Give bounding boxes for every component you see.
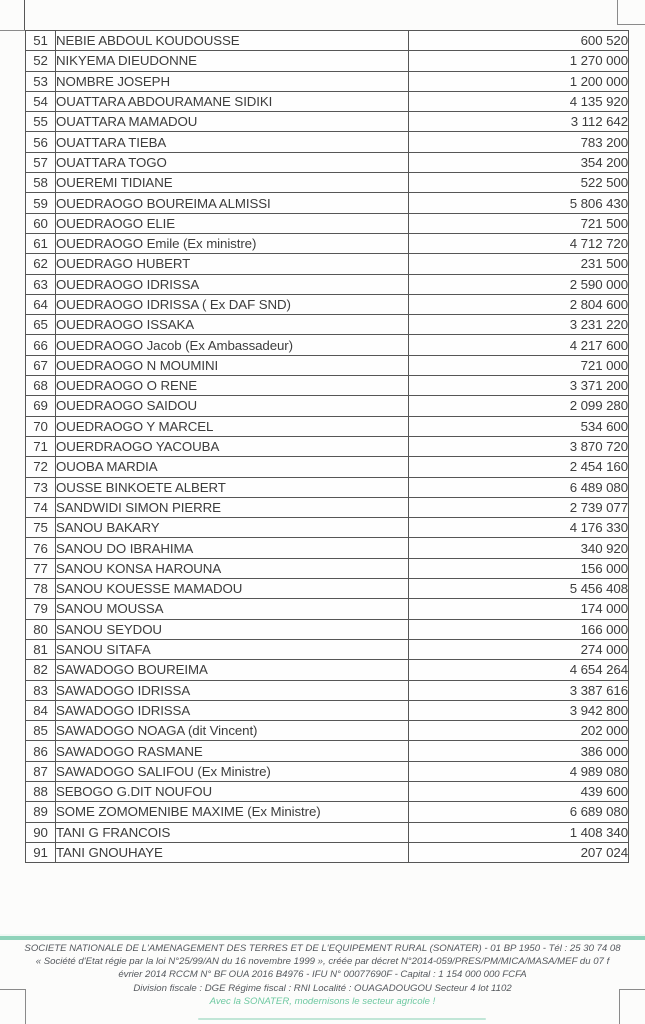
row-name: SANOU DO IBRAHIMA — [56, 538, 409, 558]
row-number: 80 — [26, 619, 56, 639]
table-row — [26, 274, 629, 294]
row-amount: 274 000 — [409, 639, 629, 659]
table-row — [26, 91, 629, 111]
row-amount: 5 806 430 — [409, 193, 629, 213]
row-amount: 2 590 000 — [409, 274, 629, 294]
table-row — [26, 842, 629, 862]
row-amount: 3 942 800 — [409, 700, 629, 720]
row-amount: 174 000 — [409, 599, 629, 619]
table-row — [26, 538, 629, 558]
row-amount: 439 600 — [409, 781, 629, 801]
row-name: SAWADOGO BOUREIMA — [56, 660, 409, 680]
table-row — [26, 497, 629, 517]
row-amount: 4 712 720 — [409, 233, 629, 253]
row-number: 74 — [26, 497, 56, 517]
row-amount: 6 689 080 — [409, 802, 629, 822]
table-row — [26, 518, 629, 538]
row-name: OUEDRAOGO Emile (Ex ministre) — [56, 233, 409, 253]
row-name: SAWADOGO NOAGA (dit Vincent) — [56, 721, 409, 741]
row-name: OUEDRAOGO Jacob (Ex Ambassadeur) — [56, 335, 409, 355]
row-name: SANOU SEYDOU — [56, 619, 409, 639]
table-row — [26, 396, 629, 416]
row-number: 89 — [26, 802, 56, 822]
row-number: 64 — [26, 294, 56, 314]
row-amount: 1 408 340 — [409, 822, 629, 842]
row-amount: 4 989 080 — [409, 761, 629, 781]
footer-accent-rule — [0, 934, 645, 940]
footer-line-2: « Société d'Etat régie par la loi N°25/99/AN du 16 novembre 1999 », créée par décret N°2014-059/PRES/PM/MICA/MASA/MEF du 07 f — [35, 956, 610, 968]
table-row — [26, 802, 629, 822]
table-row — [26, 558, 629, 578]
table-row — [26, 457, 629, 477]
table-row — [26, 436, 629, 456]
row-number: 67 — [26, 355, 56, 375]
row-name: OUEDRAOGO ISSAKA — [56, 315, 409, 335]
table-row — [26, 193, 629, 213]
row-amount: 4 135 920 — [409, 91, 629, 111]
row-name: OUEDRAOGO O RENE — [56, 376, 409, 396]
row-name: SAWADOGO IDRISSA — [56, 700, 409, 720]
row-amount: 202 000 — [409, 721, 629, 741]
row-number: 82 — [26, 660, 56, 680]
footer-line-4: Division fiscale : DGE Régime fiscal : RNI Localité : OUAGADOUGOU Secteur 4 lot 1102 — [133, 982, 512, 994]
row-name: OUEDRAOGO ELIE — [56, 213, 409, 233]
row-amount: 5 456 408 — [409, 579, 629, 599]
row-number: 60 — [26, 213, 56, 233]
row-name: SEBOGO G.DIT NOUFOU — [56, 781, 409, 801]
row-number: 77 — [26, 558, 56, 578]
row-number: 85 — [26, 721, 56, 741]
row-amount: 354 200 — [409, 152, 629, 172]
row-name: OUEREMI TIDIANE — [56, 173, 409, 193]
table-row — [26, 700, 629, 720]
row-number: 57 — [26, 152, 56, 172]
footer-slogan: Avec la SONATER, modernisons le secteur agricole ! — [209, 995, 436, 1007]
row-name: NOMBRE JOSEPH — [56, 71, 409, 91]
row-number: 71 — [26, 436, 56, 456]
row-name: TANI G FRANCOIS — [56, 822, 409, 842]
row-name: SAWADOGO SALIFOU (Ex Ministre) — [56, 761, 409, 781]
top-left-table-edge-mark — [24, 0, 25, 31]
row-number: 59 — [26, 193, 56, 213]
row-name: SANDWIDI SIMON PIERRE — [56, 497, 409, 517]
table-row — [26, 112, 629, 132]
table-row — [26, 132, 629, 152]
row-name: OUEDRAOGO N MOUMINI — [56, 355, 409, 375]
row-amount: 207 024 — [409, 842, 629, 862]
row-amount: 340 920 — [409, 538, 629, 558]
table-row — [26, 721, 629, 741]
table-row — [26, 416, 629, 436]
row-number: 66 — [26, 335, 56, 355]
row-amount: 3 231 220 — [409, 315, 629, 335]
row-number: 63 — [26, 274, 56, 294]
row-name: OUATTARA ABDOURAMANE SIDIKI — [56, 91, 409, 111]
payment-table-body — [26, 31, 629, 863]
row-name: NEBIE ABDOUL KOUDOUSSE — [56, 31, 409, 51]
row-number: 75 — [26, 518, 56, 538]
row-name: OUATTARA MAMADOU — [56, 112, 409, 132]
row-name: OUSSE BINKOETE ALBERT — [56, 477, 409, 497]
row-name: SOME ZOMOMENIBE MAXIME (Ex Ministre) — [56, 802, 409, 822]
row-amount: 4 217 600 — [409, 335, 629, 355]
table-row — [26, 376, 629, 396]
row-number: 73 — [26, 477, 56, 497]
table-row — [26, 71, 629, 91]
top-right-table-edge-mark — [617, 0, 618, 25]
table-row — [26, 639, 629, 659]
row-name: OUEDRAOGO Y MARCEL — [56, 416, 409, 436]
row-name: OUOBA MARDIA — [56, 457, 409, 477]
table-row — [26, 213, 629, 233]
row-number: 51 — [26, 31, 56, 51]
row-name: SANOU SITAFA — [56, 639, 409, 659]
row-name: OUATTARA TOGO — [56, 152, 409, 172]
row-amount: 522 500 — [409, 173, 629, 193]
bottom-left-corner-mark-vertical — [25, 989, 26, 1024]
footer-line-3: évrier 2014 RCCM N° BF OUA 2016 B4976 - IFU N° 00077690F - Capital : 1 154 000 000 FCFA — [118, 969, 527, 981]
row-number: 81 — [26, 639, 56, 659]
row-number: 70 — [26, 416, 56, 436]
row-name: NIKYEMA DIEUDONNE — [56, 51, 409, 71]
row-name: OUEDRAOGO IDRISSA ( Ex DAF SND) — [56, 294, 409, 314]
footer — [0, 942, 645, 1008]
row-number: 86 — [26, 741, 56, 761]
table-row — [26, 152, 629, 172]
table-row — [26, 619, 629, 639]
top-right-crop-mark — [617, 24, 645, 25]
table-row — [26, 294, 629, 314]
table-row — [26, 355, 629, 375]
row-name: OUEDRAOGO BOUREIMA ALMISSI — [56, 193, 409, 213]
row-number: 87 — [26, 761, 56, 781]
row-number: 53 — [26, 71, 56, 91]
table-row — [26, 233, 629, 253]
row-name: SAWADOGO IDRISSA — [56, 680, 409, 700]
row-amount: 4 176 330 — [409, 518, 629, 538]
row-number: 84 — [26, 700, 56, 720]
table-row — [26, 781, 629, 801]
bottom-right-corner-mark-vertical — [619, 989, 620, 1024]
table-row — [26, 335, 629, 355]
row-amount: 2 739 077 — [409, 497, 629, 517]
bottom-right-corner-mark — [619, 989, 645, 990]
row-name: SANOU BAKARY — [56, 518, 409, 538]
row-amount: 1 270 000 — [409, 51, 629, 71]
bottom-left-corner-mark — [0, 989, 26, 990]
bottom-faint-teal-rule — [198, 1018, 486, 1020]
row-amount: 3 870 720 — [409, 436, 629, 456]
table-row — [26, 599, 629, 619]
row-number: 58 — [26, 173, 56, 193]
row-amount: 783 200 — [409, 132, 629, 152]
row-amount: 600 520 — [409, 31, 629, 51]
row-amount: 721 000 — [409, 355, 629, 375]
table-row — [26, 660, 629, 680]
table-row — [26, 761, 629, 781]
row-number: 55 — [26, 112, 56, 132]
row-amount: 6 489 080 — [409, 477, 629, 497]
payment-roster-table — [25, 30, 629, 863]
row-name: OUATTARA TIEBA — [56, 132, 409, 152]
row-name: OUEDRAOGO SAIDOU — [56, 396, 409, 416]
table-row — [26, 254, 629, 274]
row-amount: 156 000 — [409, 558, 629, 578]
top-left-crop-mark — [0, 30, 25, 31]
row-amount: 3 387 616 — [409, 680, 629, 700]
row-number: 76 — [26, 538, 56, 558]
row-name: SANOU KONSA HAROUNA — [56, 558, 409, 578]
row-amount: 2 804 600 — [409, 294, 629, 314]
footer-line-1: SOCIETE NATIONALE DE L'AMENAGEMENT DES TERRES ET DE L'EQUIPEMENT RURAL (SONATER) - 01 BP 1950 - Tél : 25 30 74 08 — [24, 943, 621, 954]
row-amount: 386 000 — [409, 741, 629, 761]
row-number: 56 — [26, 132, 56, 152]
table-row — [26, 579, 629, 599]
row-number: 69 — [26, 396, 56, 416]
row-name: SAWADOGO RASMANE — [56, 741, 409, 761]
table-row — [26, 477, 629, 497]
row-number: 90 — [26, 822, 56, 842]
row-amount: 166 000 — [409, 619, 629, 639]
row-amount: 534 600 — [409, 416, 629, 436]
row-number: 61 — [26, 233, 56, 253]
table-row — [26, 741, 629, 761]
table-row — [26, 51, 629, 71]
row-name: OUERDRAOGO YACOUBA — [56, 436, 409, 456]
row-number: 54 — [26, 91, 56, 111]
row-number: 88 — [26, 781, 56, 801]
row-amount: 2 454 160 — [409, 457, 629, 477]
table-row — [26, 315, 629, 335]
table-row — [26, 173, 629, 193]
row-number: 52 — [26, 51, 56, 71]
row-amount: 3 371 200 — [409, 376, 629, 396]
row-name: OUEDRAOGO IDRISSA — [56, 274, 409, 294]
row-name: OUEDRAGO HUBERT — [56, 254, 409, 274]
row-name: SANOU KOUESSE MAMADOU — [56, 579, 409, 599]
row-number: 83 — [26, 680, 56, 700]
row-amount: 4 654 264 — [409, 660, 629, 680]
row-amount: 2 099 280 — [409, 396, 629, 416]
row-amount: 3 112 642 — [409, 112, 629, 132]
row-amount: 231 500 — [409, 254, 629, 274]
table-row — [26, 822, 629, 842]
row-number: 72 — [26, 457, 56, 477]
row-number: 91 — [26, 842, 56, 862]
row-amount: 1 200 000 — [409, 71, 629, 91]
row-number: 79 — [26, 599, 56, 619]
row-number: 62 — [26, 254, 56, 274]
row-number: 68 — [26, 376, 56, 396]
table-row — [26, 680, 629, 700]
row-name: SANOU MOUSSA — [56, 599, 409, 619]
row-amount: 721 500 — [409, 213, 629, 233]
row-number: 65 — [26, 315, 56, 335]
table-row — [26, 31, 629, 51]
row-number: 78 — [26, 579, 56, 599]
row-name: TANI GNOUHAYE — [56, 842, 409, 862]
